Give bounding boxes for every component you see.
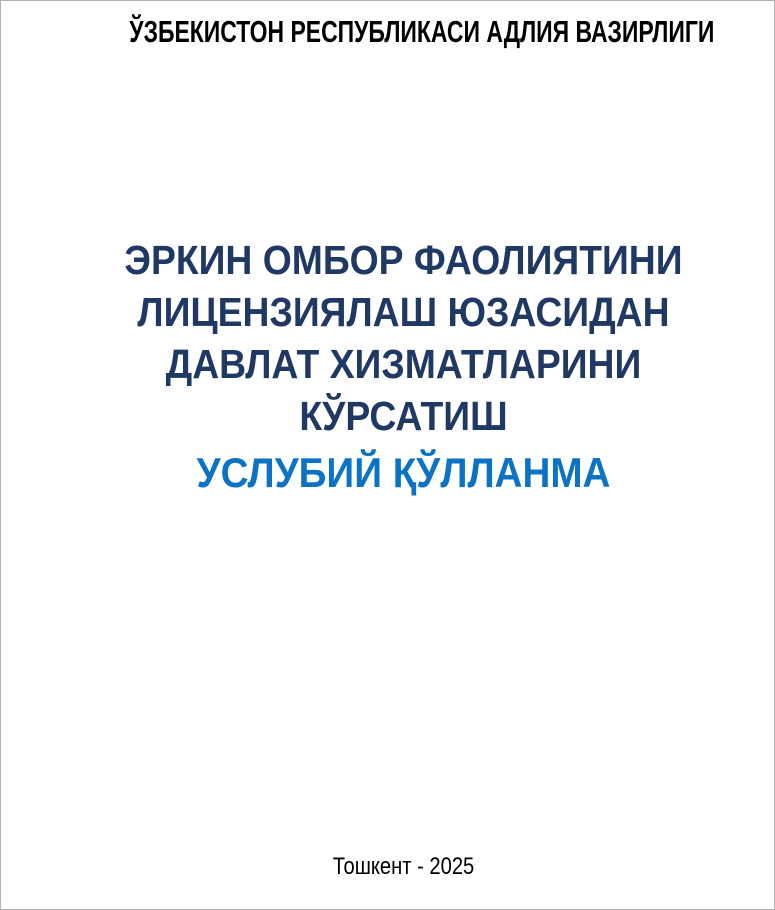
- document-title: [66, 234, 740, 442]
- ministry-header: ЎЗБЕКИСТОН РЕСПУБЛИКАСИ АДЛИЯ ВАЗИРЛИГИ: [129, 14, 715, 49]
- document-title-line-1: ЭРКИН ОМБОР ФАОЛИЯТИНИ: [124, 237, 683, 283]
- document-title-line-4: КЎРСАТИШ: [299, 393, 508, 439]
- document-title-line-3: ДАВЛАТ ХИЗМАТЛАРИНИ: [165, 341, 642, 387]
- document-subtitle: УСЛУБИЙ ҚЎЛЛАНМА: [196, 449, 611, 496]
- document-title-line-2: ЛИЦЕНЗИЯЛАШ ЮЗАСИДАН: [137, 289, 670, 335]
- city-year-footer: Тошкент - 2025: [332, 853, 475, 880]
